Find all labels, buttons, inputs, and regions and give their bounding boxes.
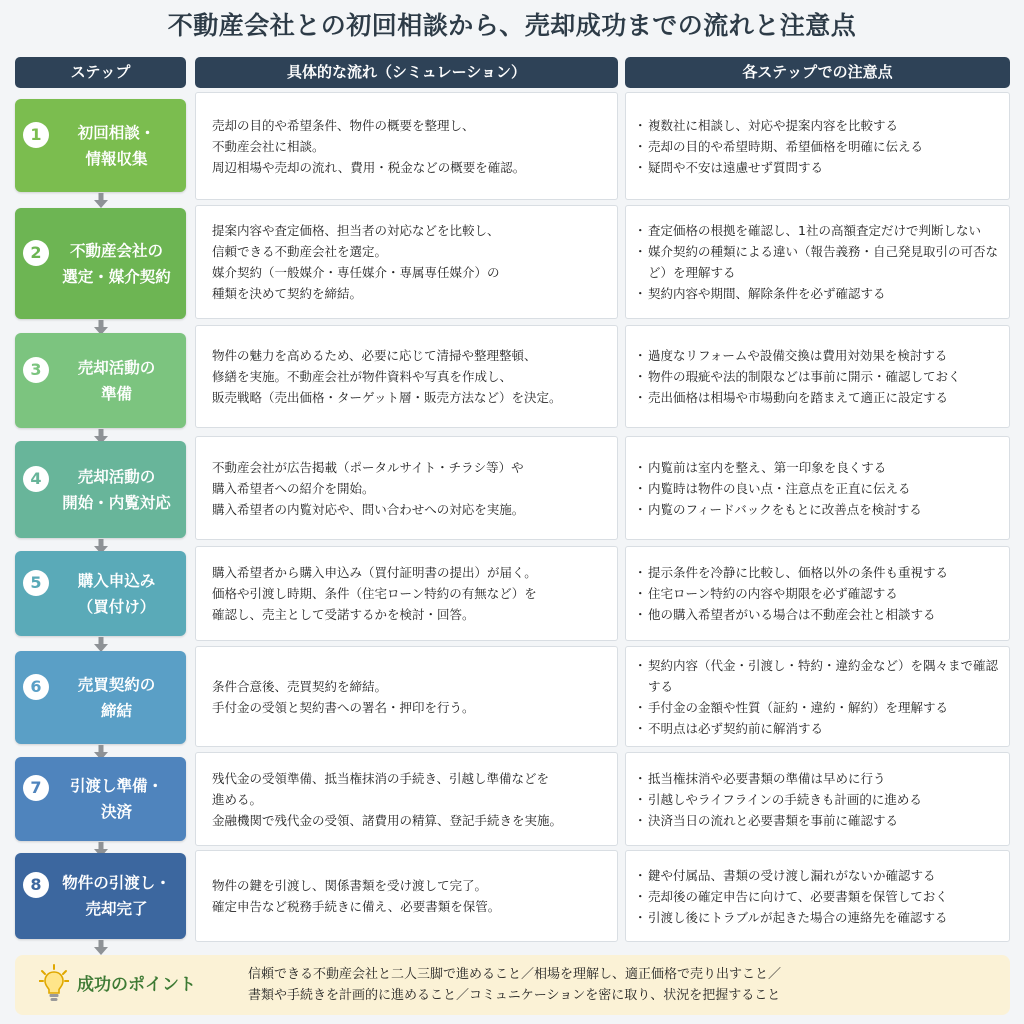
notes-panel-5 (625, 546, 1010, 641)
note-item: ・ 契約内容（代金・引渡し・特約・違約金など）を隅々まで確認する (636, 655, 1001, 697)
flow-text-line: 購入希望者への紹介を開始。 (212, 480, 375, 496)
step-box-4 (15, 441, 186, 538)
note-item: ・ 住宅ローン特約の内容や期限を必ず確認する (636, 583, 1001, 604)
down-arrow-icon (94, 193, 108, 209)
step-label-line: 決済 (100, 803, 132, 821)
step-number-badge: 6 (23, 674, 49, 700)
flow-panel-5 (195, 546, 618, 641)
step-number-badge: 7 (23, 775, 49, 801)
step-box-6 (15, 651, 186, 744)
flow-text-line: 信頼できる不動産会社を選定。 (212, 244, 388, 259)
flow-text-line: 不動産会社に相談。 (212, 138, 325, 154)
note-item: ・ 契約内容や期間、解除条件を必ず確認する (636, 283, 1001, 304)
note-item: ・ 内覧時は物件の良い点・注意点を正直に伝える (636, 478, 1001, 499)
step-label-line: 引渡し準備・ (69, 777, 163, 795)
flow-panel-7 (195, 752, 618, 846)
flow-text-line: 提案内容や査定価格、担当者の対応などを比較し、 (212, 223, 500, 238)
note-item: ・ 過度なリフォームや設備交換は費用対効果を検討する (636, 345, 1001, 366)
flow-panel-3 (195, 325, 618, 428)
notes-panel-7 (625, 752, 1010, 846)
notes-panel-1 (625, 92, 1010, 200)
step-box-5 (15, 551, 186, 636)
down-arrow-icon (94, 940, 108, 956)
note-item: ・ 物件の瑕疵や法的制限などは事前に開示・確認しておく (636, 366, 1001, 387)
step-number-badge: 5 (23, 570, 49, 596)
step-label-line: 初回相談・ (77, 123, 156, 142)
step-label (53, 99, 180, 192)
flow-text-line: 価格や引渡し時期、条件（住宅ローン特約の有無など）を (212, 586, 537, 601)
flow-panel-6 (195, 646, 618, 747)
notes-panel-8 (625, 850, 1010, 942)
success-label: 成功のポイント (77, 975, 196, 995)
step-label (53, 757, 180, 841)
step-label-line: 購入申込み (77, 571, 156, 590)
flow-text-line: 手付金の受領と契約書への署名・押印を行う。 (212, 699, 475, 715)
success-text (248, 964, 781, 1006)
note-item: ・ 査定価格の根拠を確認し、1社の高額査定だけで判断しない (636, 220, 1001, 241)
step-label-line: 不動産会社の (69, 241, 163, 260)
flow-text-line: 残代金の受領準備、抵当権抹消の手続き、引越し準備などを (212, 770, 550, 786)
notes-panel-4 (625, 436, 1010, 540)
notes-panel-3 (625, 325, 1010, 428)
note-item: ・ 複数社に相談し、対応や提案内容を比較する (636, 115, 1001, 136)
step-label-line: 売買契約の (77, 675, 156, 694)
step-box-1 (15, 99, 186, 192)
flow-panel-1 (195, 92, 618, 200)
note-item: ・ 売却の目的や希望時期、希望価格を明確に伝える (636, 136, 1001, 157)
step-number-badge: 8 (23, 872, 49, 898)
step-label-line: 売却完了 (85, 900, 148, 918)
step-label-line: 売却活動の (77, 358, 156, 377)
note-item: ・ 決済当日の流れと必要書類を事前に確認する (636, 810, 1001, 831)
page-title: 不動産会社との初回相談から、売却成功までの流れと注意点 (167, 11, 857, 40)
step-box-7 (15, 757, 186, 841)
flow-text-line: 売却の目的や希望条件、物件の概要を整理し、 (212, 117, 475, 133)
step-label-line: 情報収集 (85, 149, 148, 168)
flow-text-line: 物件の鍵を引渡し、関係書類を受け渡して完了。 (212, 878, 488, 893)
step-label-line: 準備 (100, 384, 132, 403)
flow-text-line: 修繕を実施。不動産会社が物件資料や写真を作成し、 (212, 369, 513, 384)
flow-text-line: 金融機関で残代金の受領、諸費用の精算、登記手続きを実施。 (212, 812, 563, 828)
note-item: ・ 内覧前は室内を整え、第一印象を良くする (636, 457, 1001, 478)
flow-text-line: 物件の魅力を高めるため、必要に応じて清掃や整理整頓、 (212, 348, 537, 363)
flow-text-line: 不動産会社が広告掲載（ポータルサイト・チラシ等）や (212, 459, 524, 475)
flow-panel-8 (195, 850, 618, 942)
step-label (53, 651, 180, 744)
step-label-line: 締結 (100, 701, 132, 720)
step-number-badge: 3 (23, 357, 49, 383)
step-label-line: 売却活動の (77, 467, 156, 486)
flow-text-line: 購入希望者の内覧対応や、問い合わせへの対応を実施。 (212, 501, 525, 517)
notes-panel-6 (625, 646, 1010, 747)
notes-panel-2 (625, 205, 1010, 319)
step-number-badge: 1 (23, 122, 49, 148)
flow-text-line: 周辺相場や売却の流れ、費用・税金などの概要を確認。 (212, 159, 526, 175)
flow-text-line: 進める。 (212, 791, 263, 807)
note-item: ・ 売却後の確定申告に向けて、必要書類を保管しておく (636, 886, 1001, 907)
note-item: ・ 手付金の金額や性質（証約・違約・解約）を理解する (636, 697, 1001, 718)
success-points-box (15, 955, 1010, 1015)
note-item: ・ 鍵や付属品、書類の受け渡し漏れがないか確認する (636, 865, 1001, 886)
note-item: ・ 引越しやライフラインの手続きも計画的に進める (636, 789, 1001, 810)
step-box-2 (15, 208, 186, 319)
step-label-line: 物件の引渡し・ (62, 874, 171, 892)
header-step: ステップ (15, 57, 186, 88)
step-number-badge: 2 (23, 240, 49, 266)
flow-text-line: 媒介契約（一般媒介・専任媒介・専属専任媒介）の (212, 265, 500, 280)
flow-text-line: 種類を決めて契約を締結。 (212, 286, 363, 301)
note-item: ・ 内覧のフィードバックをもとに改善点を検討する (636, 499, 1001, 520)
note-item: ・ 他の購入希望者がいる場合は不動産会社と相談する (636, 604, 1001, 625)
flow-text-line: 条件合意後、売買契約を締結。 (212, 678, 388, 694)
success-line: 書類や手続きを計画的に進めること／コミュニケーションを密に取り、状況を把握すること (248, 988, 781, 1003)
step-box-3 (15, 333, 186, 428)
flow-text-line: 確認し、売主として受諾するかを検討・回答。 (212, 607, 475, 622)
step-label-line: （買付け） (77, 597, 156, 616)
flow-text-line: 確定申告など税務手続きに備え、必要書類を保管。 (212, 899, 501, 914)
step-label (53, 441, 180, 538)
note-item: ・ 抵当権抹消や必要書類の準備は早めに行う (636, 768, 1001, 789)
success-line: 信頼できる不動産会社と二人三脚で進めること／相場を理解し、適正価格で売り出すこと／ (248, 967, 782, 982)
step-label (53, 551, 180, 636)
step-label (53, 333, 180, 428)
note-item: ・ 引渡し後にトラブルが起きた場合の連絡先を確認する (636, 907, 1001, 928)
note-item: ・ 提示条件を冷静に比較し、価格以外の条件も重視する (636, 562, 1001, 583)
step-number-badge: 4 (23, 466, 49, 492)
note-item: ・ 媒介契約の種類による違い（報告義務・自己発見取引の可否など）を理解する (636, 241, 1001, 283)
step-label (53, 853, 180, 939)
note-item: ・ 売出価格は相場や市場動向を踏まえて適正に設定する (636, 387, 1001, 408)
header-notes: 各ステップでの注意点 (625, 57, 1010, 88)
header-flow: 具体的な流れ（シミュレーション） (195, 57, 618, 88)
flow-text-line: 購入希望者から購入申込み（買付証明書の提出）が届く。 (212, 565, 537, 580)
flow-panel-2 (195, 205, 618, 319)
step-label-line: 選定・媒介契約 (62, 267, 171, 286)
step-box-8 (15, 853, 186, 939)
note-item: ・ 不明点は必ず契約前に解消する (636, 718, 1001, 739)
lightbulb-icon (39, 964, 69, 1004)
flow-panel-4 (195, 436, 618, 540)
step-label-line: 開始・内覧対応 (62, 493, 171, 512)
flow-text-line: 販売戦略（売出価格・ターゲット層・販売方法など）を決定。 (212, 390, 562, 405)
note-item: ・ 疑問や不安は遠慮せず質問する (636, 157, 1001, 178)
step-label (53, 208, 180, 319)
